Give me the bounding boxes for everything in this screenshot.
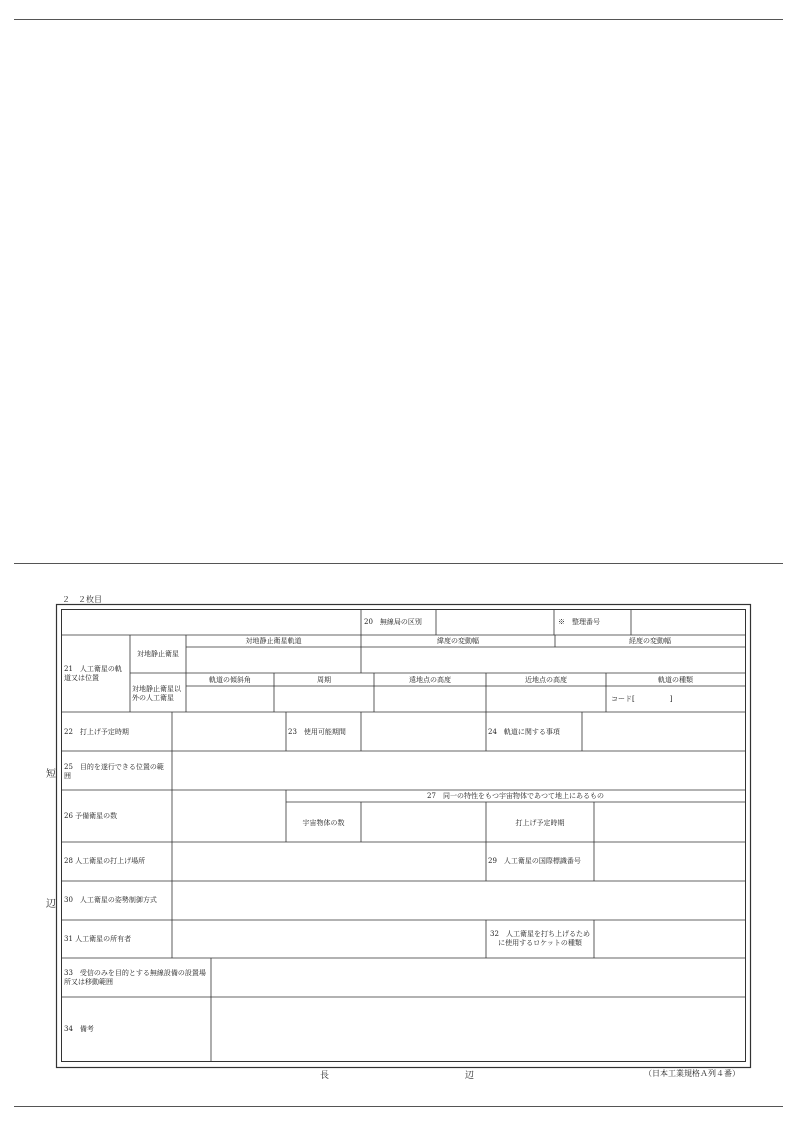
space-objects-label: 宇宙物体の数 bbox=[302, 819, 345, 827]
long-side-label-2: 辺 bbox=[465, 1071, 475, 1081]
field-32-label: 32 人工衛星を打ち上げるために使用するロケットの種類 bbox=[490, 930, 590, 947]
field-27-label: 27 同一の特性をもつ宇宙物体であつて地上にあるもの bbox=[427, 792, 604, 800]
apogee-label: 遠地点の高度 bbox=[409, 676, 451, 684]
field-20-label: 20 無線局の区別 bbox=[364, 618, 422, 626]
longitude-range-label: 経度の変動幅 bbox=[629, 637, 671, 645]
field-30-label: 30 人工衛星の姿勢制御方式 bbox=[64, 896, 157, 904]
jis-standard-note: （日本工業規格Ａ列４番） bbox=[644, 1069, 740, 1078]
reference-number-label: ※ 整理番号 bbox=[558, 618, 600, 626]
field-28-label: 28 人工衛星の打上げ場所 bbox=[64, 857, 146, 865]
field-26-label: 26 予備衛星の数 bbox=[64, 812, 118, 820]
inclination-label: 軌道の傾斜角 bbox=[209, 676, 251, 684]
short-side-label-2: 辺 bbox=[46, 899, 56, 910]
non-geo-satellite-label: 対地静止衛星以外の人工衛星 bbox=[132, 685, 181, 702]
perigee-label: 近地点の高度 bbox=[525, 676, 567, 684]
field-31-label: 31 人工衛星の所有者 bbox=[64, 935, 132, 943]
field-25-label: 25 目的を遂行できる位置の範囲 bbox=[64, 763, 164, 780]
long-side-label-1: 長 bbox=[320, 1071, 330, 1081]
field-22-label: 22 打上げ予定時期 bbox=[64, 728, 129, 736]
geo-orbit-label: 対地静止衛星軌道 bbox=[245, 637, 302, 645]
period-label: 周期 bbox=[317, 676, 331, 684]
geo-satellite-label: 対地静止衛星 bbox=[137, 650, 179, 658]
field-33-label: 33 受信のみを目的とする無線設備の設置場所又は移動範囲 bbox=[64, 969, 206, 986]
latitude-range-label: 緯度の変動幅 bbox=[437, 637, 479, 645]
short-side-label-1: 短 bbox=[46, 769, 56, 780]
field-34-label: 34 備考 bbox=[64, 1025, 94, 1033]
field-24-label: 24 軌道に関する事項 bbox=[488, 728, 560, 736]
field-23-label: 23 使用可能期間 bbox=[288, 728, 346, 736]
launch-schedule-label: 打上げ予定時期 bbox=[515, 819, 565, 827]
orbit-type-label: 軌道の種類 bbox=[658, 676, 693, 684]
section-label: ２ ２枚目 bbox=[62, 595, 102, 604]
field-29-label: 29 人工衛星の国際標識番号 bbox=[488, 857, 581, 865]
field-21-label: 21 人工衛星の軌道又は位置 bbox=[64, 665, 122, 682]
code-field: コード[ ] bbox=[611, 695, 673, 703]
